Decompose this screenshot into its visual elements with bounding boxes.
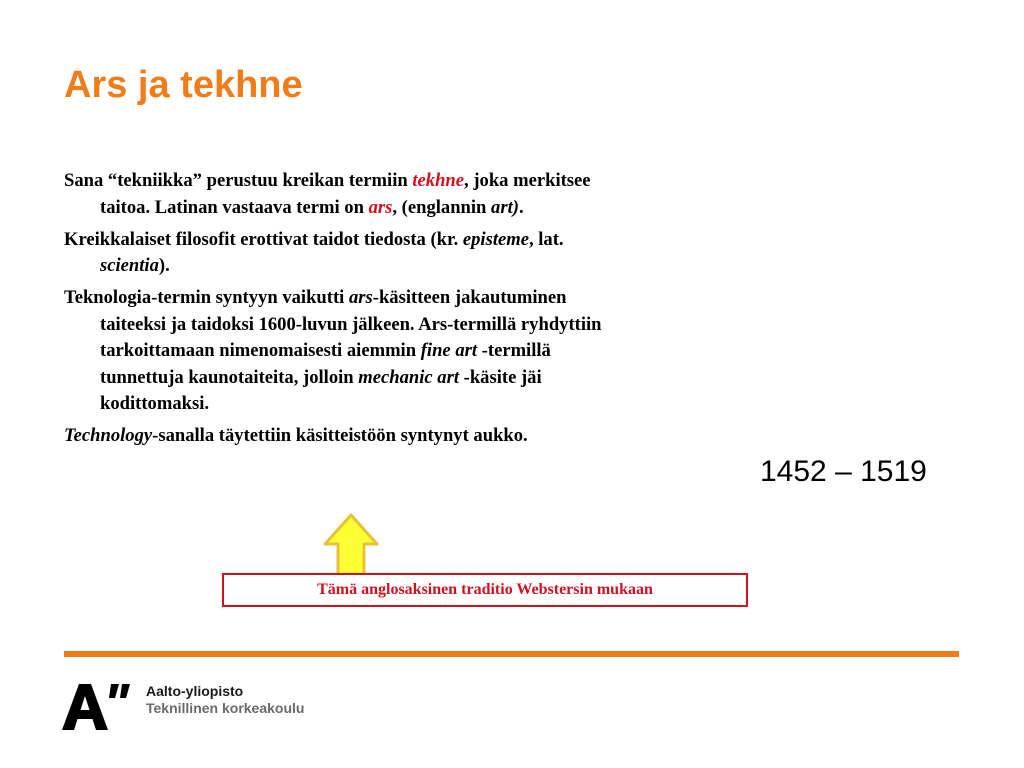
text-run: , lat. [528,228,564,250]
term-ars: ars [368,196,393,218]
paragraph-technology [64,423,634,450]
paragraph-tekniikka [64,168,634,221]
body-text [64,168,634,455]
term-mechanic-art: mechanic art [358,366,459,388]
logo-text [146,683,304,717]
text-run: Kreikkalaiset filosofit erottivat taidot tiedosta (kr. [64,228,463,250]
text-run: ). [158,255,170,276]
text-run: -käsite jäi kodittomaksi. [100,366,542,414]
term-episteme: episteme [462,228,529,250]
callout-note: Tämä anglosaksinen traditio Webstersin mukaan [222,573,748,607]
text-run: Teknologia-termin syntyyn vaikutti [64,287,349,308]
term-fine-art: fine art [420,340,478,361]
paragraph-teknologia [64,285,634,418]
text-run: -käsitteen jakautuminen taiteeksi ja taidoksi 1600-luvun jälkeen. Ars-termillä ryhdyttiin tarkoittamaan nimenomaisesti aiemmin [100,287,602,361]
logo-name: Aalto-yliopisto [146,683,244,699]
term-technology: Technology [64,425,153,446]
aalto-logo-icon [62,680,132,732]
slide-title: Ars ja tekhne [64,64,303,106]
text-run: . [518,196,524,218]
logo-subtitle: Teknillinen korkeakoulu [146,700,305,716]
term-scientia: scientia [100,255,159,276]
text-run: Sana “tekniikka” perustuu kreikan termiin [64,170,413,191]
text-run: -termillä tunnettuja kaunotaiteita, jolloin [100,340,551,388]
text-run: -sanalla täytettiin käsitteistöön syntynyt aukko. [152,425,528,446]
paragraph-filosofit [64,227,634,280]
term-ars: ars [348,287,373,308]
term-art: art) [491,196,519,218]
date-range: 1452 – 1519 [760,455,927,488]
text-run: , (englannin [392,196,492,218]
text-run: , joka merkitsee taitoa. Latinan vastaava termi on [100,170,591,218]
footer-divider [64,651,959,657]
term-tekhne: tekhne [412,170,465,191]
up-arrow-icon [322,512,380,578]
